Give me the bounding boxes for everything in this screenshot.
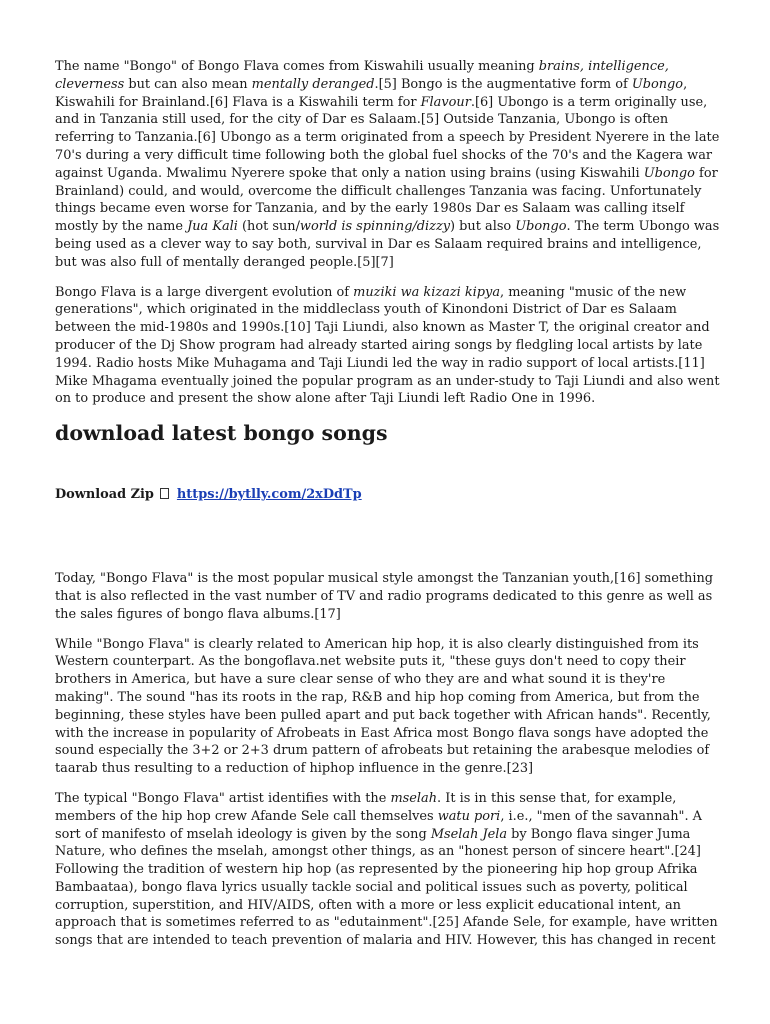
download-line	[55, 486, 720, 504]
text-run: . It is in this sense that, for example, members of the hip hop crew Afande Sele call themselves	[55, 790, 677, 824]
paragraph	[55, 636, 720, 778]
italic-text: Ubongo	[515, 219, 567, 235]
text-run: (hot sun/	[237, 219, 300, 235]
download-label: Download Zip	[55, 487, 154, 503]
body-paragraphs	[55, 570, 720, 950]
paragraph	[55, 790, 720, 950]
text-run: Today, "Bongo Flava" is the most popular musical style amongst the Tanzanian youth,[16] something that is also reflected in the vast number of TV and radio programs dedicated to this genre as well as the sales figures of bongo flava albums.[17]	[55, 571, 714, 622]
paragraph	[55, 58, 720, 272]
text-run: for Brainland) could, and would, overcome the difficult challenges Tanzania was facing. Unfortunately things became even worse for Tanzania, and by the early 1980s Dar es Salaam was calling itself mostly by the name	[55, 165, 718, 235]
text-run: , Kiswahili for Brainland.[6] Flava is a Kiswahili term for	[55, 76, 688, 110]
text-run: but can also mean	[124, 76, 252, 92]
italic-text: Mselah Jela	[430, 826, 508, 842]
italic-text: world is spinning/dizzy	[299, 219, 451, 235]
text-run: by Bongo flava singer Juma Nature, who defines the mselah, amongst other things, as an "honest person of sincere heart".[24] Following the tradition of western hip hop (as represented by the pioneering hip hop group Afrika Bambaataa), bongo flava lyrics usually tackle social and political issues such as poverty, political corruption, superstition, and HIV/AIDS, often with a more or less explicit educational intent, an approach that is sometimes referred to as "edutainment".[25] Afande Sele, for example, have written songs that are intended to teach prevention of malaria and HIV. However, this has changed in recent	[55, 826, 718, 949]
text-run: , meaning "music of the new generations", which originated in the middleclass youth of Kinondoni District of Dar es Salaam between the mid-1980s and 1990s.[10] Taji Liundi, also known as Master T, the original creator and producer of the Dj Show program had already started airing songs by fledgling local artists by late 1994. Radio hosts Mike Muhagama and Taji Liundi led the way in radio support of local artists.[11] Mike Mhagama eventually joined the popular program as an under-study to Taji Liundi and also went on to produce and present the show alone after Taji Liundi left Radio One in 1996.	[55, 284, 720, 407]
italic-text: Ubongo	[631, 76, 684, 92]
section-heading: download latest bongo songs	[55, 421, 388, 446]
text-run: .[5] Bongo is the augmentative form of	[374, 76, 632, 92]
text-run: .[6] Ubongo is a term originally use, and in Tanzania still used, for the city of Dar es Salaam.[5] Outside Tanzania, Ubongo is often referring to Tanzania.[6] Ubongo as a term originated from a speech by President Nyerere in the late 70's during a very difficult time following both the global fuel shocks of the 70's and the Kagera war against Uganda. Mwalimu Nyerere spoke that only a nation using brains (using Kiswahili	[55, 94, 720, 181]
text-run: Bongo Flava is a large divergent evolution of	[55, 284, 354, 300]
italic-text: Flavour	[420, 94, 471, 110]
italic-text: brains, intelligence, cleverness	[55, 59, 669, 92]
paragraph	[55, 570, 720, 623]
paragraph	[55, 284, 720, 409]
italic-text: Ubongo	[643, 165, 695, 181]
italic-text: muziki wa kizazi kipya	[353, 284, 501, 300]
download-arrow-icon	[160, 488, 169, 499]
text-run: , i.e., "men of the savannah". A sort of manifesto of mselah ideology is given by the song	[55, 808, 702, 842]
italic-text: Jua Kali	[187, 219, 238, 235]
italic-text: mselah	[390, 790, 438, 806]
download-link[interactable]: https://bytlly.com/2xDdTp	[176, 487, 362, 503]
text-run: The name "Bongo" of Bongo Flava comes from Kiswahili usually meaning	[55, 59, 539, 74]
text-run: While "Bongo Flava" is clearly related to American hip hop, it is also clearly distinguished from its Western counterpart. As the bongoflava.net website puts it, "these guys don't need to copy their brothers in America, but have a sure clear sense of who they are and what sound it is they're making". The sound "has its roots in the rap, R&B and hip hop coming from America, but from the beginning, these styles have been pulled apart and put back together with African hands". Recently, with the increase in popularity of Afrobeats in East Africa most Bongo flava songs have adopted the sound especially the 3+2 or 2+3 drum pattern of afrobeats but retaining the arabesque melodies of taarab thus resulting to a reduction of hiphop influence in the genre.[23]	[55, 636, 711, 777]
text-run: The typical "Bongo Flava" artist identifies with the	[55, 790, 391, 806]
document-page	[55, 58, 720, 962]
spacer	[55, 504, 720, 570]
italic-text: mentally deranged	[251, 76, 375, 92]
intro-paragraphs	[55, 58, 720, 408]
italic-text: watu pori	[437, 808, 501, 824]
text-run: ) but also	[450, 219, 516, 235]
text-run: . The term Ubongo was being used as a clever way to say both, survival in Dar es Salaam required brains and intelligence, but was also full of mentally deranged people.[5][7]	[55, 219, 720, 270]
spacer	[55, 446, 720, 486]
